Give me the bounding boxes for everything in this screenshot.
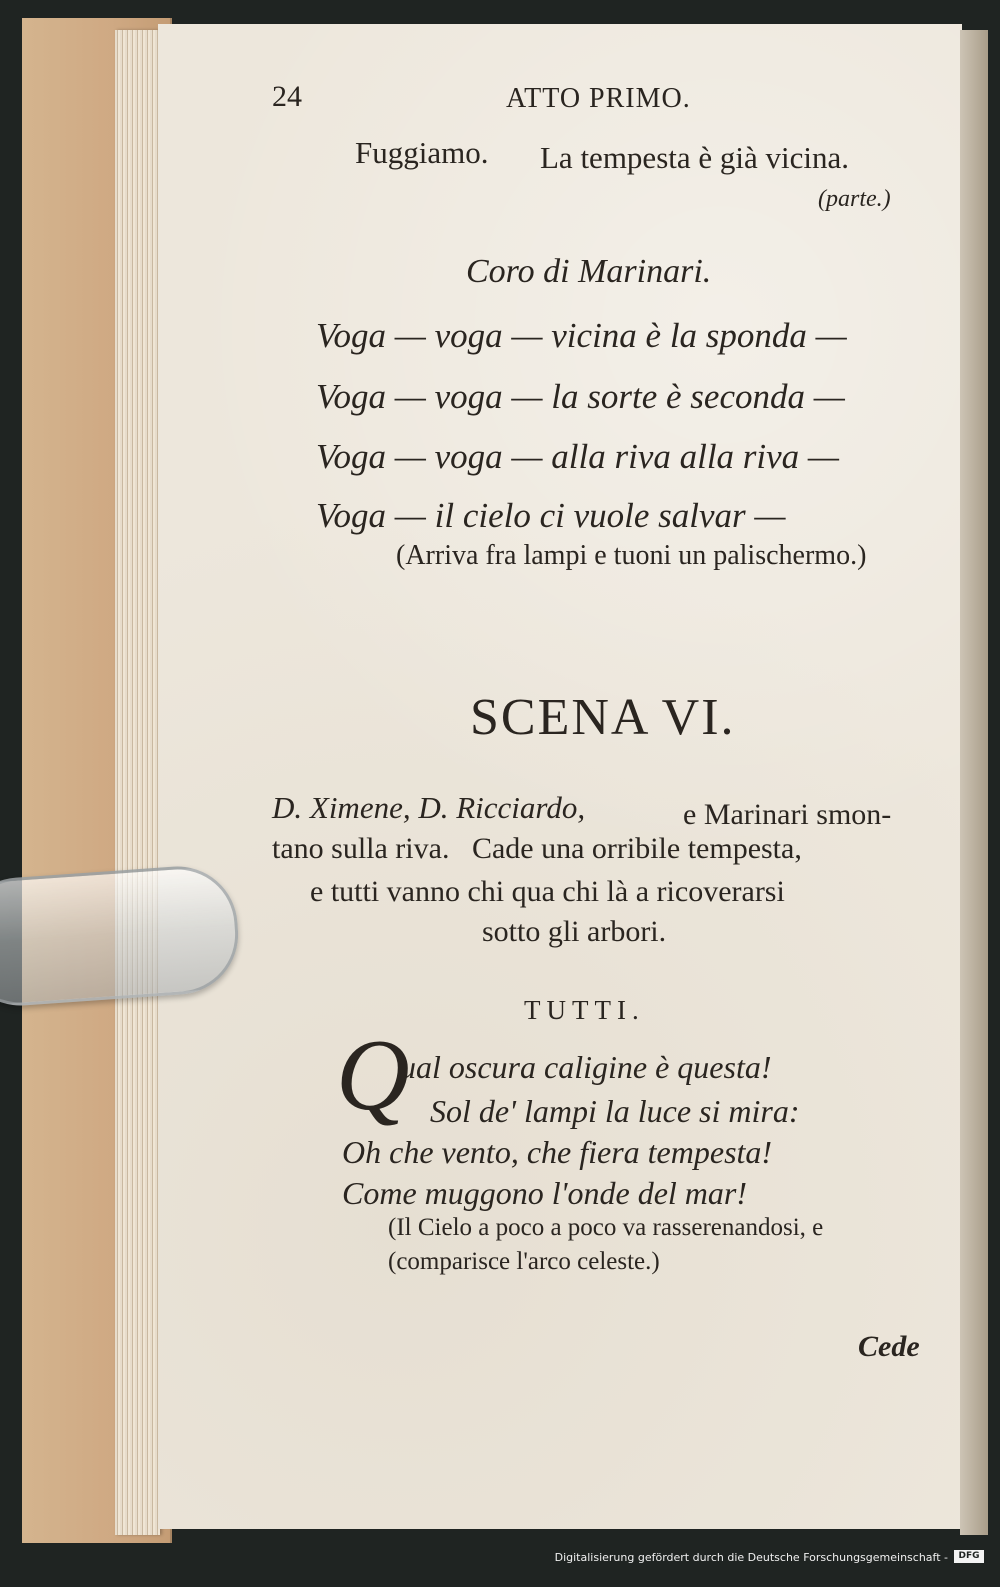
chorus-line: Voga — il cielo ci vuole salvar — [316, 496, 786, 535]
page-clip [0, 862, 242, 1009]
stage-direction-parte: (parte.) [818, 186, 891, 212]
book-page [158, 24, 962, 1529]
aria-line: Oh che vento, che fiera tempesta! [342, 1134, 773, 1170]
speaker-name: TUTTI. [524, 995, 645, 1025]
aria-line: Sol de' lampi la luce si mira: [430, 1093, 800, 1129]
chorus-line: Voga — voga — vicina è la sponda — [316, 316, 847, 355]
dfg-logo-icon: DFG [954, 1550, 984, 1563]
scene-description-line: e tutti vanno chi qua chi là a ricoverarsi [310, 875, 785, 908]
stage-direction-final: (Il Cielo a poco a poco va rasserenandosi, e [388, 1214, 824, 1241]
drop-cap: Q [336, 1019, 410, 1132]
aria-line: Come muggono l'onde del mar! [342, 1175, 748, 1211]
chorus-heading: Coro di Marinari. [466, 253, 712, 290]
verse-tempesta: La tempesta è già vicina. [540, 140, 850, 175]
footer-credit: Digitalisierung gefördert durch die Deutsche Forschungsgemeinschaft - [554, 1551, 948, 1564]
next-page-edge [960, 30, 988, 1535]
scene-characters: D. Ximene, D. Ricciardo, [272, 790, 586, 825]
verse-fuggiamo: Fuggiamo. [355, 135, 489, 170]
stage-direction-final: (comparisce l'arco celeste.) [388, 1248, 660, 1275]
page-number: 24 [272, 80, 302, 113]
catchword: Cede [858, 1330, 920, 1363]
scene-description-line: e Marinari smon- [683, 798, 892, 831]
running-head: ATTO PRIMO. [506, 83, 691, 114]
scene-description-line: tano sulla riva. Cade una orribile tempesta, [272, 832, 802, 865]
scene-description-line: sotto gli arbori. [482, 915, 667, 948]
stage-direction-arriva: (Arriva fra lampi e tuoni un palischermo.) [396, 540, 867, 571]
scene-title: SCENA VI. [470, 689, 736, 746]
page-stack [115, 30, 160, 1535]
chorus-line: Voga — voga — alla riva alla riva — [316, 437, 840, 476]
chorus-line: Voga — voga — la sorte è seconda — [316, 377, 845, 416]
aria-line: ual oscura caligine è questa! [400, 1049, 772, 1085]
